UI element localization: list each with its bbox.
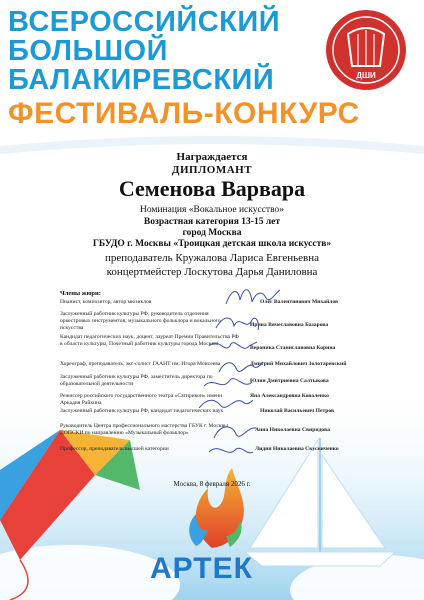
age-category: Возрастная категория 13-15 лет xyxy=(143,217,281,227)
diploma-rank: ДИПЛОМАНТ xyxy=(171,164,253,176)
artek-brand: АРТЕК xyxy=(150,552,253,585)
jury-name: Вероника Станиславовна Корина xyxy=(250,345,336,351)
jury-name: Лидия Николаевна Скусниченко xyxy=(255,446,339,452)
jury-name: Юлия Дмитриевна Салтыкова xyxy=(250,378,329,384)
jury-name: Дмитрий Михайлович Золотаревский xyxy=(250,361,347,367)
festival-title-line4: ФЕСТИВАЛЬ-КОНКУРС xyxy=(8,97,360,130)
city: город Москва xyxy=(182,228,242,238)
jury-role: Заслуженный работник культуры РФ, заместитель директора по образовательной деятельности xyxy=(60,374,213,388)
jury-name: Анна Николаевна Свиридова xyxy=(255,427,330,433)
jury-name: Яна Александровна Коваленко xyxy=(250,393,329,399)
jury-name: Ирина Вячеславовна Базарова xyxy=(250,322,329,328)
signature-icon xyxy=(195,392,255,414)
nomination: Номинация «Вокальное искусство» xyxy=(140,205,284,215)
issue-date: Москва, 8 февраля 2026 г. xyxy=(173,480,251,488)
jury-role: Заслуженный работник культуры РФ, руководитель отделения оркестровых инструментов, музыкального фольклора и вокального искусства xyxy=(60,311,221,332)
jury-title: Члены жюри: xyxy=(60,290,101,297)
school-logo-icon xyxy=(324,8,408,92)
school-name: ГБУДО г. Москвы «Троицкая детская школа искусств» xyxy=(92,239,332,249)
festival-title-line3: БАЛАКИРЕВСКИЙ xyxy=(8,64,275,96)
festival-title-line2: БОЛЬШОЙ xyxy=(8,35,168,67)
jury-role: Профессор, преподаватель высшей категории xyxy=(60,446,169,452)
jury-role: Кандидат педагогических наук, доцент, лауреат Премии Правительства РФ в области культуры, Почетный работник культуры города Москвы xyxy=(60,334,239,348)
jury-name: Олег Валентинович Михайлов xyxy=(260,299,339,305)
recipient-name: Семенова Варвара xyxy=(118,176,306,201)
signature-icon xyxy=(200,372,255,394)
jury-role: Хореограф, преподаватель, экс-солист ГААНТ им. Игоря Моисеева xyxy=(60,361,221,367)
teacher: преподаватель Кружалова Лариса Евгеньевна xyxy=(105,252,319,264)
jury-role: Пианист, композитор, автор мюзиклов xyxy=(60,299,152,305)
jury-name: Николай Васильевич Петров xyxy=(260,408,335,414)
accompanist: концертмейстер Лоскутова Дарья Даниловна xyxy=(106,266,318,278)
signature-icon xyxy=(222,284,282,308)
signature-icon xyxy=(205,440,255,462)
jury-role: Руководитель Центра профессионального мастерства ГБУК г. Москвы ДОПСКИ по направлению «Музыкальный фольклор» xyxy=(60,423,228,437)
signature-icon xyxy=(212,310,262,336)
awarded-label: Награждается xyxy=(176,151,248,163)
festival-title-line1: ВСЕРОССИЙСКИЙ xyxy=(8,6,281,38)
jury-role: Режиссер российского государственного театра «Сатирикон» имени Аркадия Райкина xyxy=(60,393,223,407)
signature-icon xyxy=(205,334,260,358)
logo-text: ДШИ xyxy=(356,71,376,80)
jury-role: Заслуженный работник культуры РФ, кандидат педагогических наук xyxy=(60,408,224,414)
